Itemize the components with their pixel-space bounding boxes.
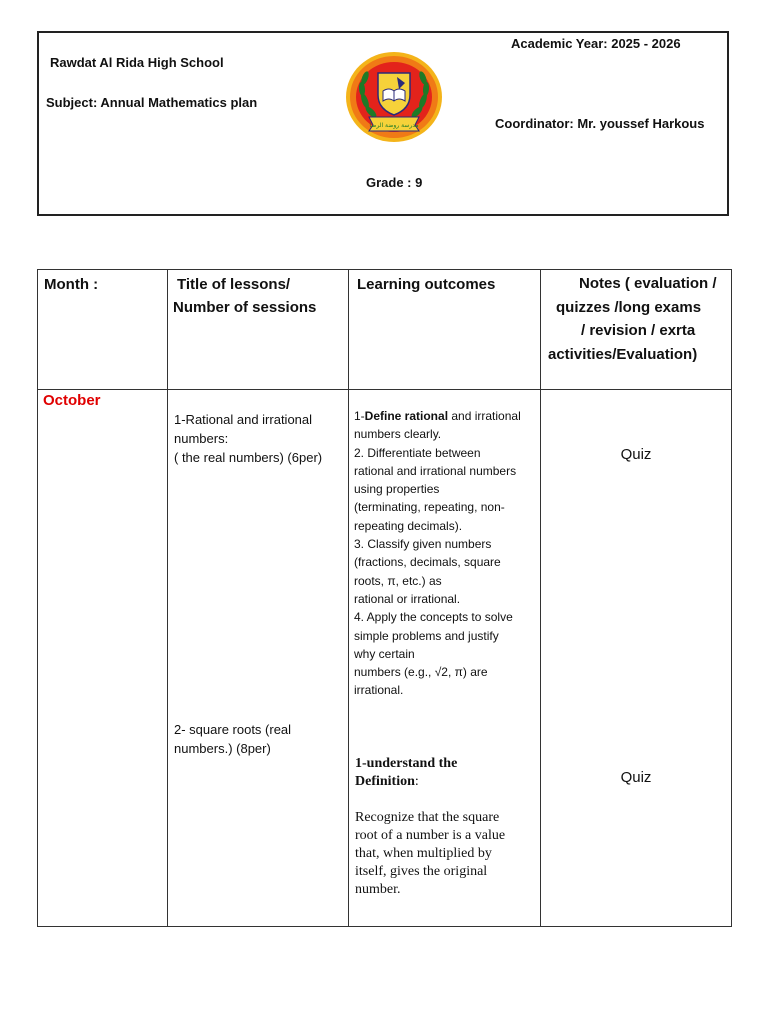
notes-cell	[541, 390, 732, 927]
table-header-row	[38, 270, 732, 390]
plan-table	[37, 269, 732, 927]
lesson-1-title: 1-Rational and irrational numbers: ( the real numbers) (6per)	[174, 412, 323, 465]
column-notes: Notes ( evaluation / quizzes /long exams / revision / exrta activities/Evaluation)	[541, 270, 732, 390]
school-name: Rawdat Al Rida High School	[50, 55, 224, 70]
lesson-1-note: Quiz	[620, 446, 652, 463]
table-row	[38, 390, 732, 927]
lesson-2-outcomes: 1-understand the Definition: Recognize that the square root of a number is a value that, when multiplied by itself, gives the original number.	[355, 755, 506, 897]
coordinator: Coordinator: Mr. youssef Harkous	[495, 116, 705, 131]
outcomes-cell	[349, 390, 541, 927]
lesson-1-outcomes: 1-Define rational and irrational numbers clearly. 2. Differentiate between rational and irrational numbers using properties (terminating, repeating, non- repeating decimals). 3. Classify given numbers (fractions, decimals, square roots, π, etc.) as rational or irrational. 4. Apply the concepts to solve simple problems and justify why certain numbers (e.g., √2, π) are irrational.	[354, 409, 521, 698]
school-logo	[345, 51, 443, 143]
lesson-2-note: Quiz	[620, 769, 652, 786]
academic-year: Academic Year: 2025 - 2026	[511, 36, 681, 51]
column-outcomes: Learning outcomes	[349, 270, 541, 390]
month-cell	[38, 390, 168, 927]
lessons-cell	[168, 390, 349, 927]
month-label: October	[43, 392, 101, 409]
lesson-2-title: 2- square roots (real numbers.) (8per)	[174, 722, 292, 756]
column-month: Month :	[38, 270, 168, 390]
column-lessons: Title of lessons/ Number of sessions	[168, 270, 349, 390]
svg-text:مدرسة روضة الرضا: مدرسة روضة الرضا	[369, 122, 419, 129]
subject-title: Subject: Annual Mathematics plan	[46, 95, 258, 110]
grade-label: Grade : 9	[366, 175, 423, 190]
